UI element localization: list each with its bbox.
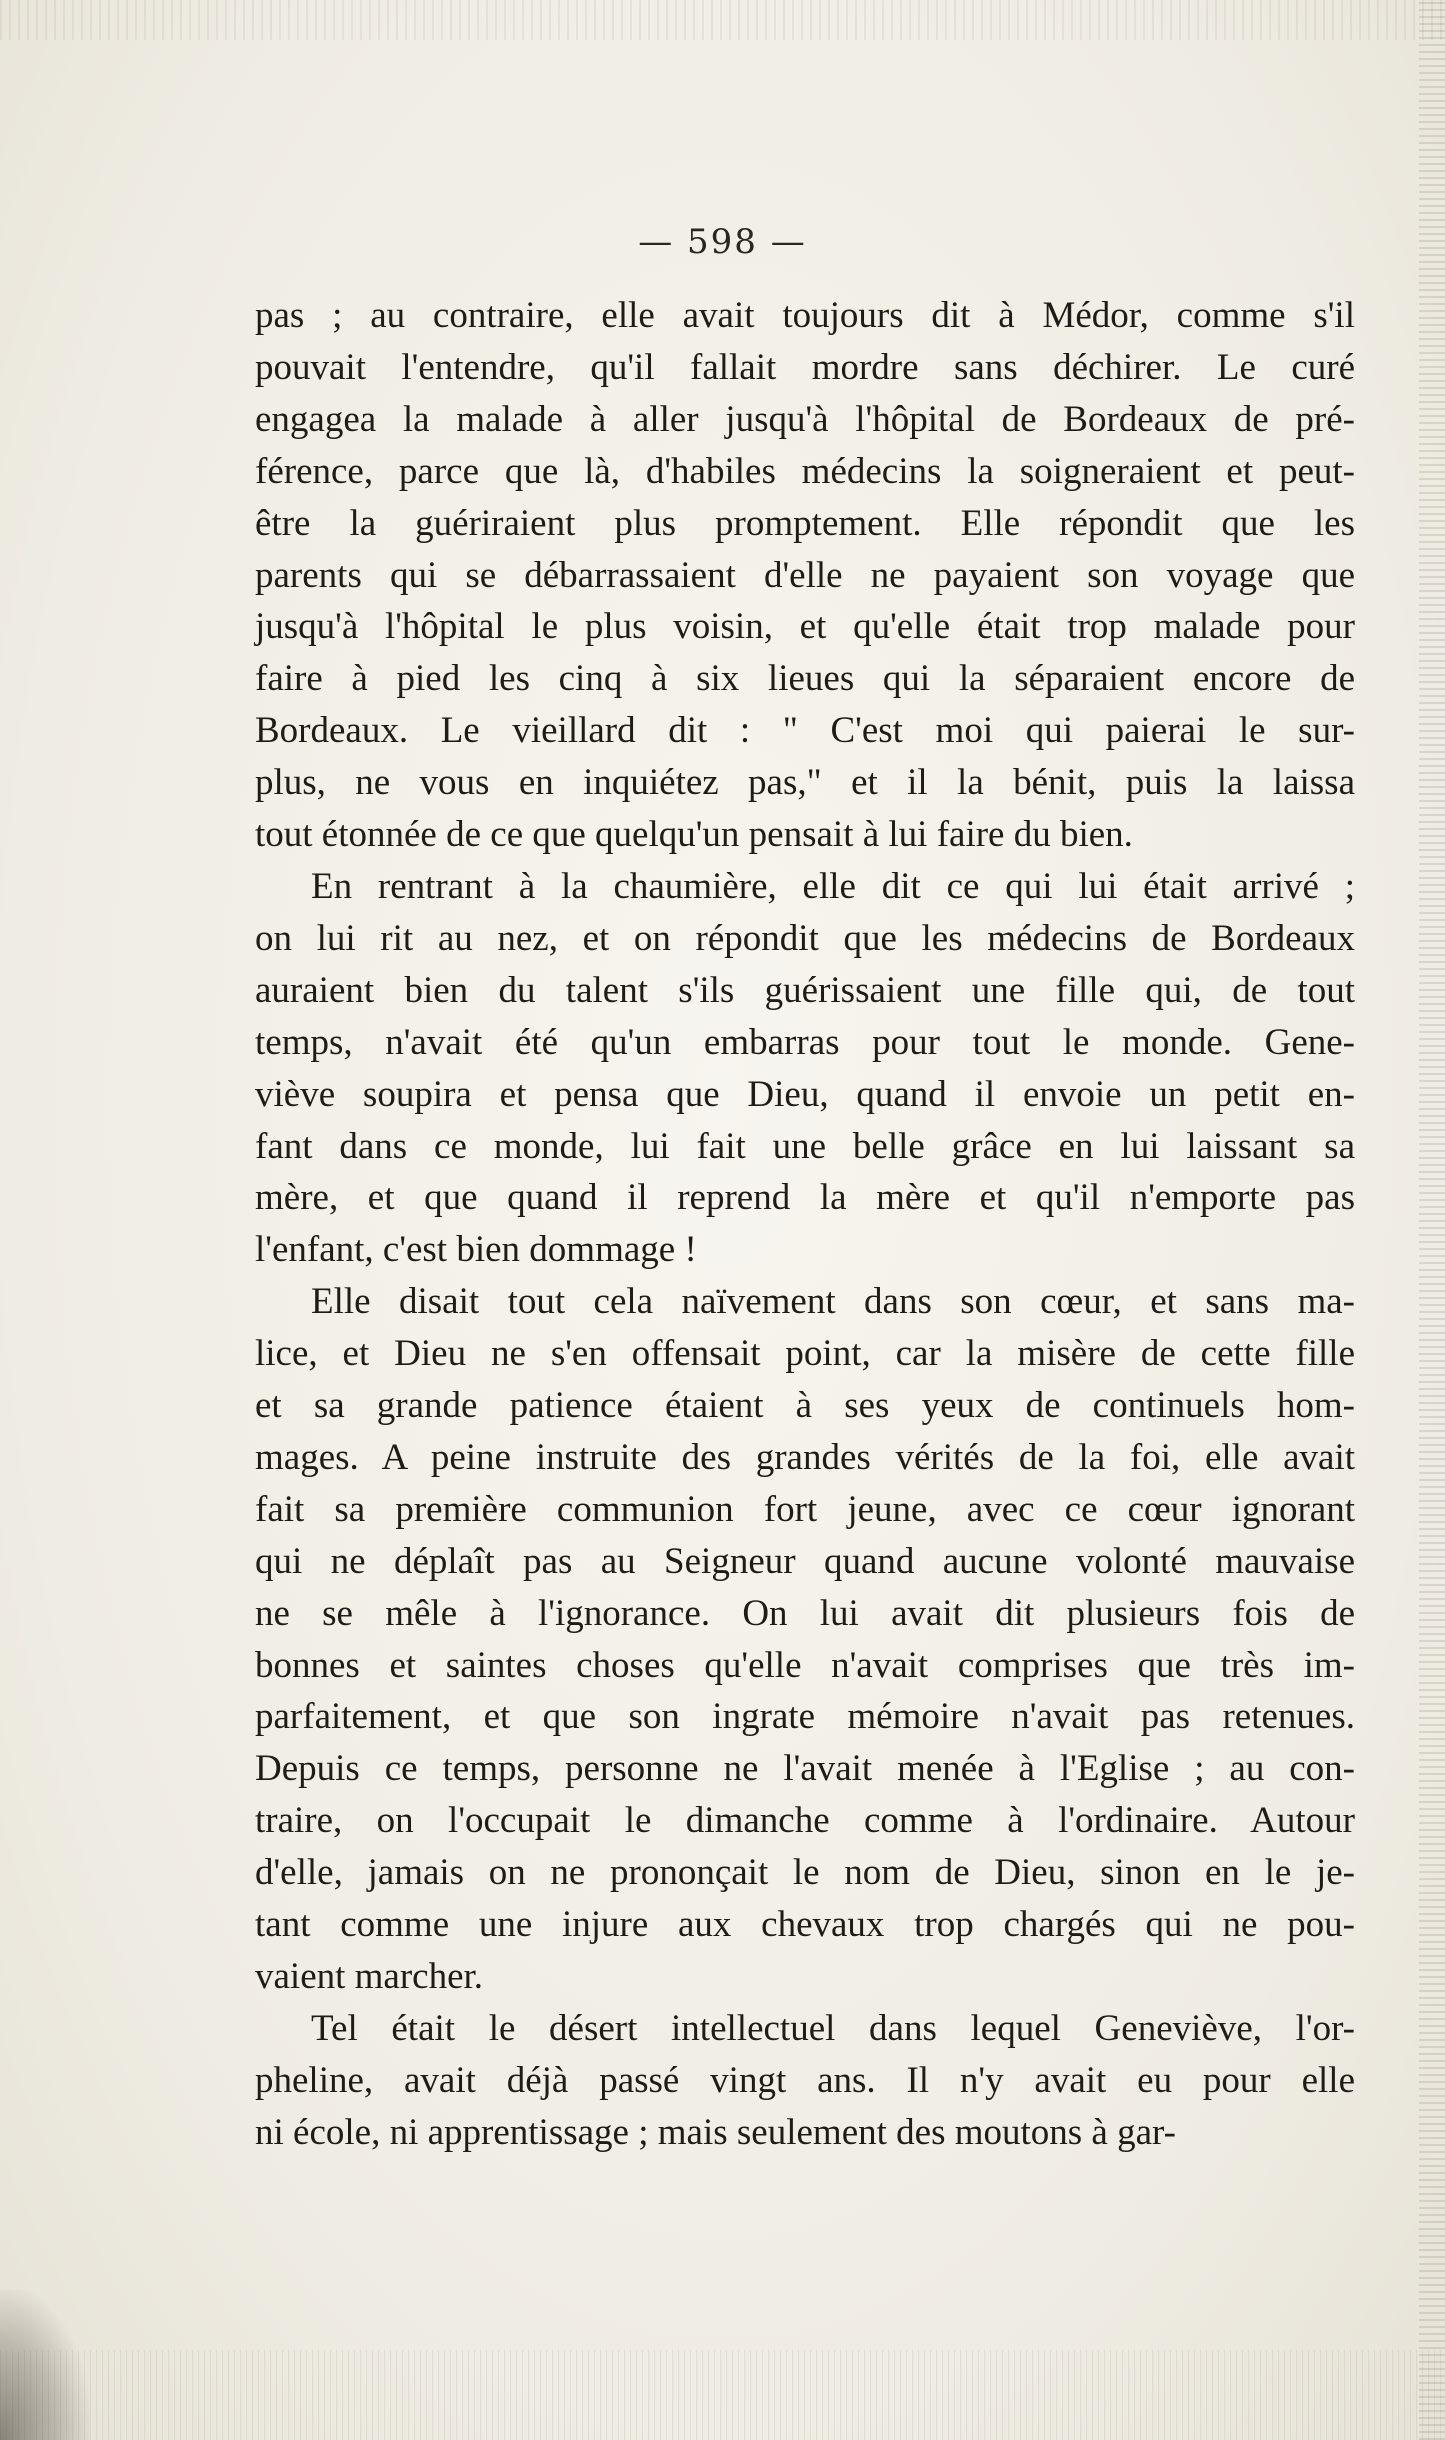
text-line: pouvait l'entendre, qu'il fallait mordre sans déchirer. Le curé (255, 346, 1355, 388)
text-line: être la guériraient plus promptement. Elle répondit que les (255, 502, 1355, 544)
text-line: Depuis ce temps, personne ne l'avait menée à l'Eglise ; au con- (255, 1748, 1355, 1790)
text-line: bonnes et saintes choses qu'elle n'avait comprises que très im- (255, 1644, 1355, 1686)
body-text (255, 290, 1355, 2159)
text-line: qui ne déplaît pas au Seigneur quand aucune volonté mauvaise (255, 1540, 1355, 1582)
text-line: férence, parce que là, d'habiles médecins la soigneraient et peut- (255, 450, 1355, 492)
text-line: viève soupira et pensa que Dieu, quand il envoie un petit en- (255, 1073, 1355, 1115)
text-line: ni école, ni apprentissage ; mais seulement des moutons à gar- (255, 2111, 1176, 2153)
text-line: parfaitement, et que son ingrate mémoire n'avait pas retenues. (255, 1696, 1355, 1738)
text-line: mages. A peine instruite des grandes vérités de la foi, elle avait (255, 1436, 1355, 1478)
text-line: auraient bien du talent s'ils guérissaient une fille qui, de tout (255, 969, 1355, 1011)
text-line: l'enfant, c'est bien dommage ! (255, 1229, 697, 1271)
text-line: Bordeaux. Le vieillard dit : " C'est moi qui paierai le sur- (255, 710, 1355, 752)
text-line: jusqu'à l'hôpital le plus voisin, et qu'elle était trop malade pour (255, 606, 1355, 648)
text-line: faire à pied les cinq à six lieues qui la séparaient encore de (255, 658, 1355, 700)
text-line: ne se mêle à l'ignorance. On lui avait dit plusieurs fois de (255, 1592, 1355, 1634)
page-number: — 598 — (638, 222, 807, 262)
text-line: mère, et que quand il reprend la mère et qu'il n'emporte pas (255, 1177, 1355, 1219)
text-line: temps, n'avait été qu'un embarras pour tout le monde. Gene- (255, 1021, 1355, 1063)
text-line: Elle disait tout cela naïvement dans son cœur, et sans ma- (311, 1281, 1355, 1323)
text-line: parents qui se débarrassaient d'elle ne payaient son voyage que (255, 554, 1355, 596)
text-line: on lui rit au nez, et on répondit que les médecins de Bordeaux (255, 917, 1355, 959)
scan-corner-smudge (0, 2290, 90, 2440)
text-line: tant comme une injure aux chevaux trop chargés qui ne pou- (255, 1904, 1355, 1946)
text-line: d'elle, jamais on ne prononçait le nom de Dieu, sinon en le je- (255, 1852, 1355, 1894)
text-line: tout étonnée de ce que quelqu'un pensait à lui faire du bien. (255, 814, 1133, 856)
text-line: lice, et Dieu ne s'en offensait point, car la misère de cette fille (255, 1333, 1355, 1375)
text-line: En rentrant à la chaumière, elle dit ce qui lui était arrivé ; (311, 865, 1355, 907)
scan-noise-top (0, 0, 1445, 40)
text-line: et sa grande patience étaient à ses yeux de continuels hom- (255, 1385, 1355, 1427)
text-line: Tel était le désert intellectuel dans lequel Geneviève, l'or- (311, 2007, 1355, 2049)
text-line: fait sa première communion fort jeune, avec ce cœur ignorant (255, 1488, 1355, 1530)
scan-noise-right-edge (1419, 0, 1445, 2440)
scan-noise-bottom (0, 2350, 1445, 2440)
text-line: pheline, avait déjà passé vingt ans. Il n'y avait eu pour elle (255, 2059, 1355, 2101)
text-line: plus, ne vous en inquiétez pas," et il la bénit, puis la laissa (255, 762, 1355, 804)
text-line: traire, on l'occupait le dimanche comme à l'ordinaire. Autour (255, 1800, 1355, 1842)
text-line: fant dans ce monde, lui fait une belle grâce en lui laissant sa (255, 1125, 1355, 1167)
text-line: engagea la malade à aller jusqu'à l'hôpital de Bordeaux de pré- (255, 398, 1355, 440)
text-line: pas ; au contraire, elle avait toujours dit à Médor, comme s'il (255, 295, 1355, 336)
text-line: vaient marcher. (255, 1956, 484, 1997)
